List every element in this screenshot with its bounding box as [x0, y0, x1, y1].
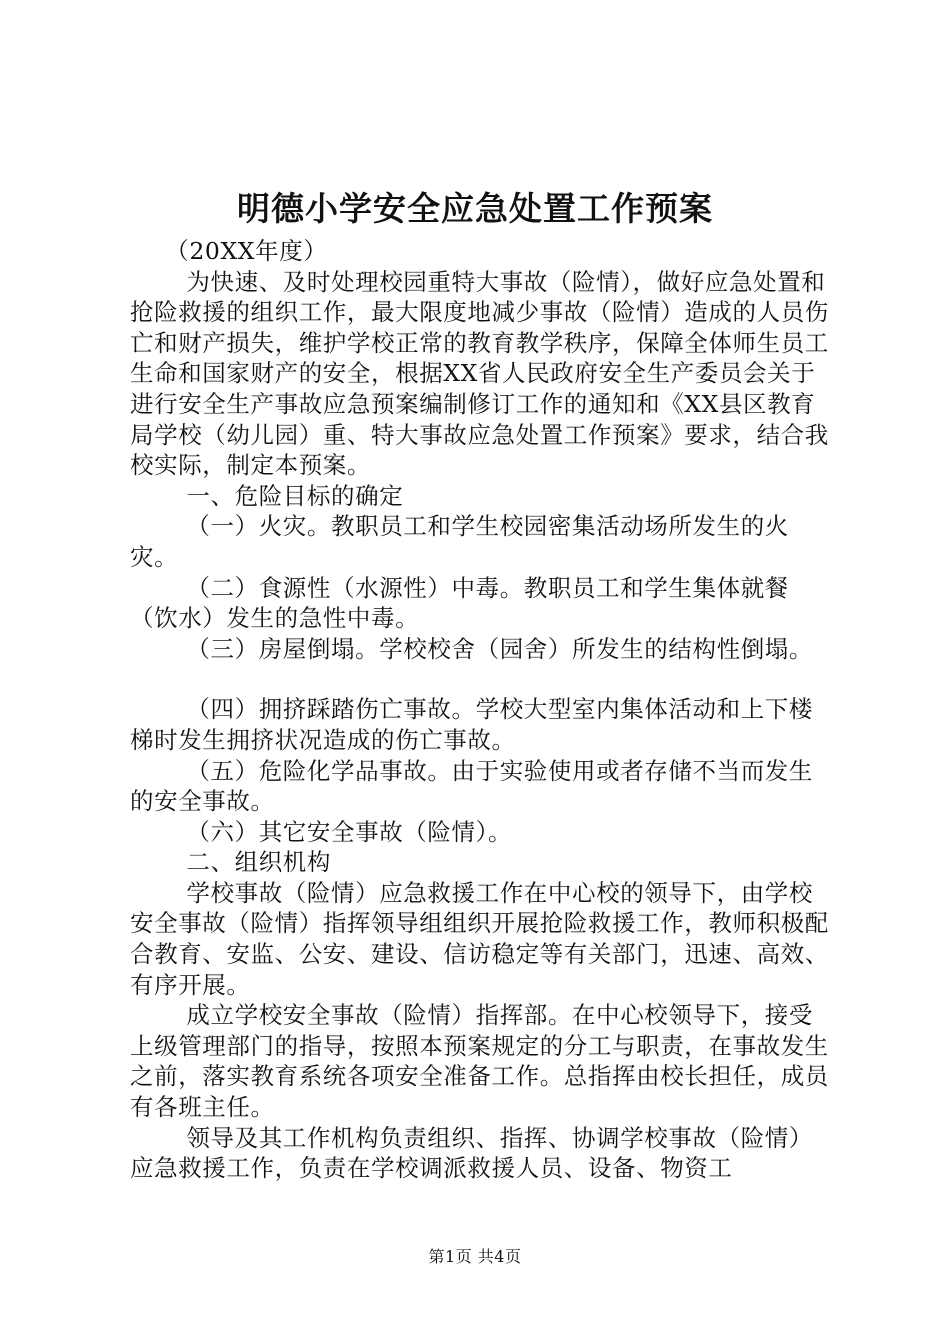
org-paragraph-2: 成立学校安全事故（险情）指挥部。在中心校领导下，接受上级管理部门的指导，按照本预案规定的分工与职责，在事故发生之前，落实教育系统各项安全准备工作。总指挥由校长担任，成员有各班主任。	[130, 1001, 829, 1122]
hazard-item-2: （二）食源性（水源性）中毒。教职员工和学生集体就餐（饮水）发生的急性中毒。	[130, 573, 789, 633]
year-note: （20XX年度）	[165, 237, 328, 265]
document-body	[130, 236, 835, 1184]
hazard-item-4: （四）拥挤踩踏伤亡事故。学校大型室内集体活动和上下楼梯时发生拥挤状况造成的伤亡事故。	[130, 695, 813, 754]
hazard-item-5: （五）危险化学品事故。由于实验使用或者存储不当而发生的安全事故。	[130, 756, 813, 816]
hazard-item-3: （三）房屋倒塌。学校校舍（园舍）所发生的结构性倒塌。	[186, 634, 813, 663]
paragraph-gap	[130, 664, 835, 694]
hazard-item-6: （六）其它安全事故（险情）。	[186, 817, 513, 846]
intro-paragraph: 为快速、及时处理校园重特大事故（险情），做好应急处置和抢险救援的组织工作，最大限度地减少事故（险情）造成的人员伤亡和财产损失，维护学校正常的教育教学秩序，保障全体师生员工生命和国家财产的安全，根据XX省人民政府安全生产委员会关于进行安全生产事故应急预案编制修订工作的通知和《XX县区教育局学校（幼儿园）重、特大事故应急处置工作预案》要求，结合我校实际，制定本预案。	[130, 267, 829, 480]
page-footer: 第1页 共4页	[428, 1247, 522, 1266]
document-title: 明德小学安全应急处置工作预案	[237, 189, 713, 228]
org-paragraph-3: 领导及其工作机构负责组织、指挥、协调学校事故（险情）应急救援工作，负责在学校调派救援人员、设备、物资工	[130, 1123, 813, 1183]
section-heading-2: 二、组织机构	[186, 848, 331, 877]
org-paragraph-1: 学校事故（险情）应急救援工作在中心校的领导下，由学校安全事故（险情）指挥领导组组织开展抢险救援工作，教师积极配合教育、安监、公安、建设、信访稳定等有关部门，迅速、高效、有序开展。	[130, 878, 829, 999]
hazard-item-1: （一）火灾。教职员工和学生校园密集活动场所发生的火灾。	[130, 512, 789, 571]
section-heading-1: 一、危险目标的确定	[186, 481, 404, 510]
